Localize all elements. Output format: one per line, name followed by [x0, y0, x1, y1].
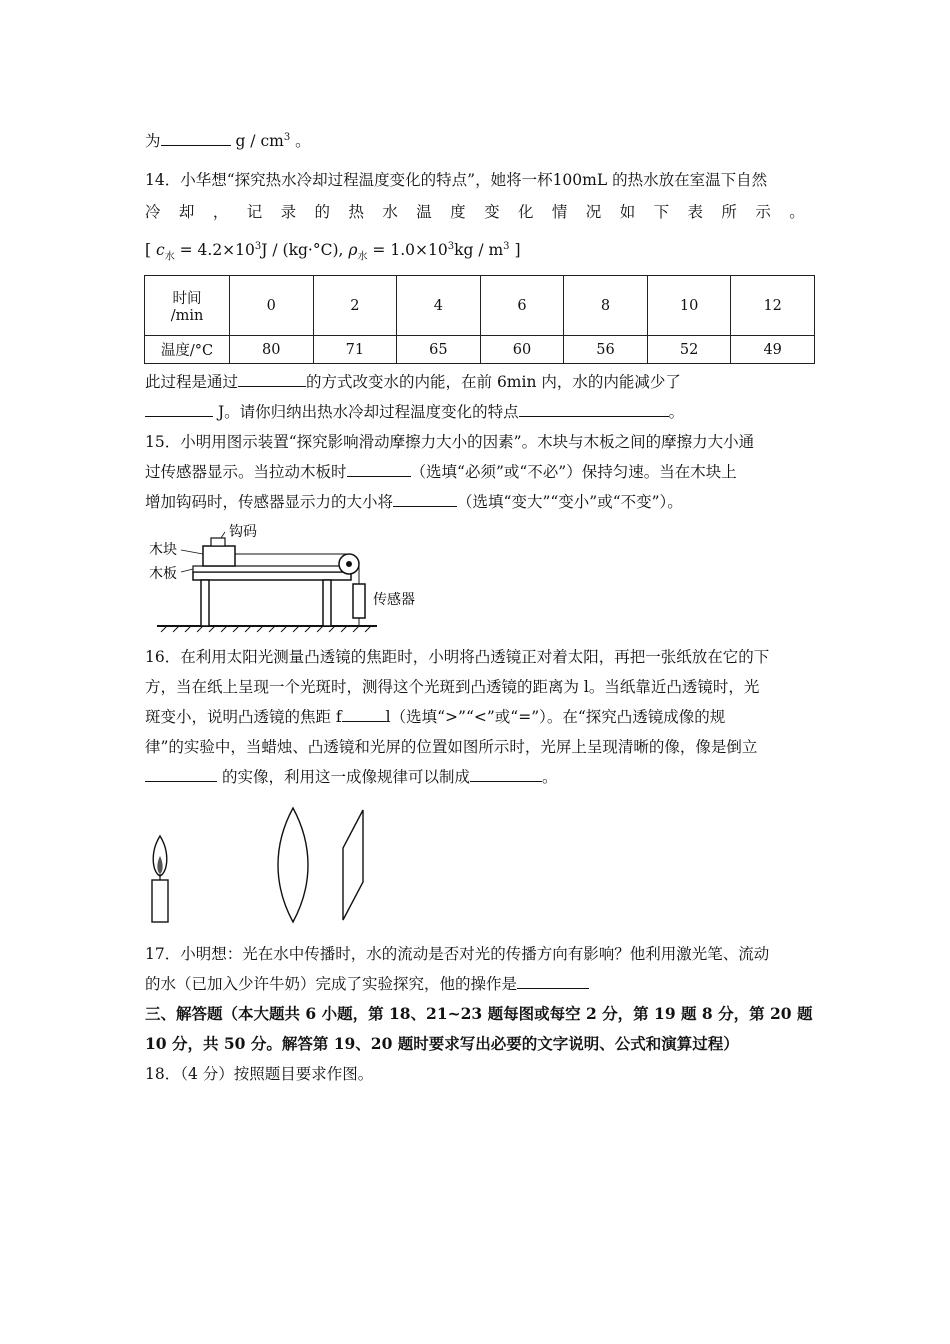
q16-line-4: 律”的实验中，当蜡烛、凸透镜和光屏的位置如图所示时，光屏上呈现清晰的像，像是倒立 [145, 738, 758, 756]
answer-blank[interactable] [347, 462, 411, 477]
answer-blank[interactable] [393, 492, 457, 507]
time-cell: 2 [313, 276, 397, 336]
time-cell: 4 [397, 276, 481, 336]
label-board: 木板 [149, 566, 177, 582]
section-3-heading: 三、解答题（本大题共 6 小题，第 18、21~23 题每图或每空 2 分，第 19 题 8 分，第 20 题 [145, 1004, 813, 1023]
q15-line-2: 过传感器显示。当拉动木板时 （选填“必须”或“不必”）保持匀速。当在木块上 [145, 463, 737, 481]
q14-line-2-char: 况 [585, 203, 602, 221]
q16-line-1: 16．在利用太阳光测量凸透镜的焦距时，小明将凸透镜正对着太阳，再把一张纸放在它的下 [145, 648, 770, 666]
q15-line-1: 15．小明用图示装置“探究影响滑动摩擦力大小的因素”。木块与木板之间的摩擦力大小通 [145, 433, 755, 451]
friction-apparatus-figure [145, 522, 435, 634]
q13-unit-line: 为 g / $cm^3$ 。 [145, 132, 311, 151]
answer-blank[interactable] [342, 707, 386, 722]
q14-after-1: 此过程是通过 的方式改变水的内能，在前 6min 内，水的内能减少了 [145, 373, 681, 391]
q18-line-1: 18．（4 分）按照题目要求作图。 [145, 1065, 374, 1083]
q14-line-2-char: 的 [314, 203, 331, 221]
q14-line-2 [145, 201, 805, 223]
time-cell: 10 [647, 276, 731, 336]
table-row [145, 336, 815, 364]
answer-blank[interactable] [517, 974, 589, 989]
q14-line-2-char: 热 [348, 203, 364, 221]
section-3-heading-2: 10 分，共 50 分。解答第 19、20 题时要求写出必要的文字说明、公式和演算过程） [145, 1034, 739, 1053]
time-cell: 8 [564, 276, 648, 336]
q14-line-2-char: 温 [416, 203, 432, 221]
answer-blank[interactable] [145, 402, 213, 417]
q16-line-5: 的实像，利用这一成像规律可以制成 。 [145, 766, 557, 788]
q14-line-2-char: 示 [755, 203, 771, 221]
q14-line-2-char: 冷 [145, 203, 161, 221]
time-cell: 12 [731, 276, 815, 336]
q17-line-2: 的水（已加入少许牛奶）完成了实验探究，他的操作是 [145, 973, 589, 995]
temp-cell: 65 [397, 336, 481, 364]
temp-cell: 80 [230, 336, 314, 364]
q15-line-3: 增加钩码时，传感器显示力的大小将 （选填“变大”“变小”或“不变”）。 [145, 493, 683, 511]
q14-after-2: J。请你归纳出热水冷却过程温度变化的特点 。 [145, 401, 684, 423]
temp-cell: 60 [480, 336, 564, 364]
q14-line-2-char: 。 [789, 203, 805, 221]
q17-line-1: 17．小明想：光在水中传播时，水的流动是否对光的传播方向有影响？他利用激光笔、流动 [145, 945, 770, 963]
q14-line-2-char: 录 [280, 203, 297, 221]
convex-lens-icon [278, 808, 308, 922]
temp-cell: 49 [731, 336, 815, 364]
q14-line-2-char: 如 [619, 203, 636, 221]
q16-line-3: 斑变小，说明凸透镜的焦距 f l（选填“>”“<”或“=”）。在“探究凸透镜成像的规 [145, 708, 726, 726]
q14-line-2-char: 变 [484, 203, 500, 221]
candle-icon [152, 880, 168, 922]
temperature-table [144, 275, 815, 364]
answer-blank[interactable] [161, 131, 231, 146]
temp-cell: 52 [647, 336, 731, 364]
q14-line-2-char: 下 [653, 203, 670, 221]
temp-cell: 56 [564, 336, 648, 364]
lens-setup-figure [145, 800, 385, 930]
q14-line-2-char: 水 [382, 203, 398, 221]
q14-line-2-char: 表 [687, 203, 704, 221]
q14-constants: [ $c_水 = 4.2\times 10^3J / (kg\cdot^\circ C)$, $\rho_水 = 1.0\times 10^3kg / m^3$ ] [145, 241, 521, 263]
q14-line-2-char: 度 [450, 203, 466, 221]
answer-blank[interactable] [470, 767, 542, 782]
row-label-time: 时间 /min [145, 276, 230, 336]
q14-line-2-char: 却 [178, 203, 195, 221]
q14-line-2-char: 所 [721, 203, 737, 221]
label-weight: 钩码 [229, 524, 257, 540]
answer-blank[interactable] [238, 372, 306, 387]
answer-blank[interactable] [145, 767, 217, 782]
time-cell: 0 [230, 276, 314, 336]
answer-blank[interactable] [519, 402, 669, 417]
q14-line-2-char: 记 [246, 203, 263, 221]
q14-line-2-char: 情 [551, 203, 568, 221]
q14-line-2-char: 化 [517, 203, 534, 221]
q14-line-2-char: ， [212, 203, 229, 221]
label-sensor: 传感器 [373, 592, 415, 608]
table-row [145, 276, 815, 336]
label-block: 木块 [149, 542, 177, 558]
row-label-temp: 温度/°C [145, 336, 230, 364]
q16-line-2: 方，当在纸上呈现一个光斑时，测得这个光斑到凸透镜的距离为 l。当纸靠近凸透镜时，光 [145, 678, 760, 696]
time-cell: 6 [480, 276, 564, 336]
q14-line-1: 14．小华想“探究热水冷却过程温度变化的特点”，她将一杯100mL 的热水放在室温下自然 [145, 171, 768, 189]
screen-icon [343, 810, 363, 920]
temp-cell: 71 [313, 336, 397, 364]
